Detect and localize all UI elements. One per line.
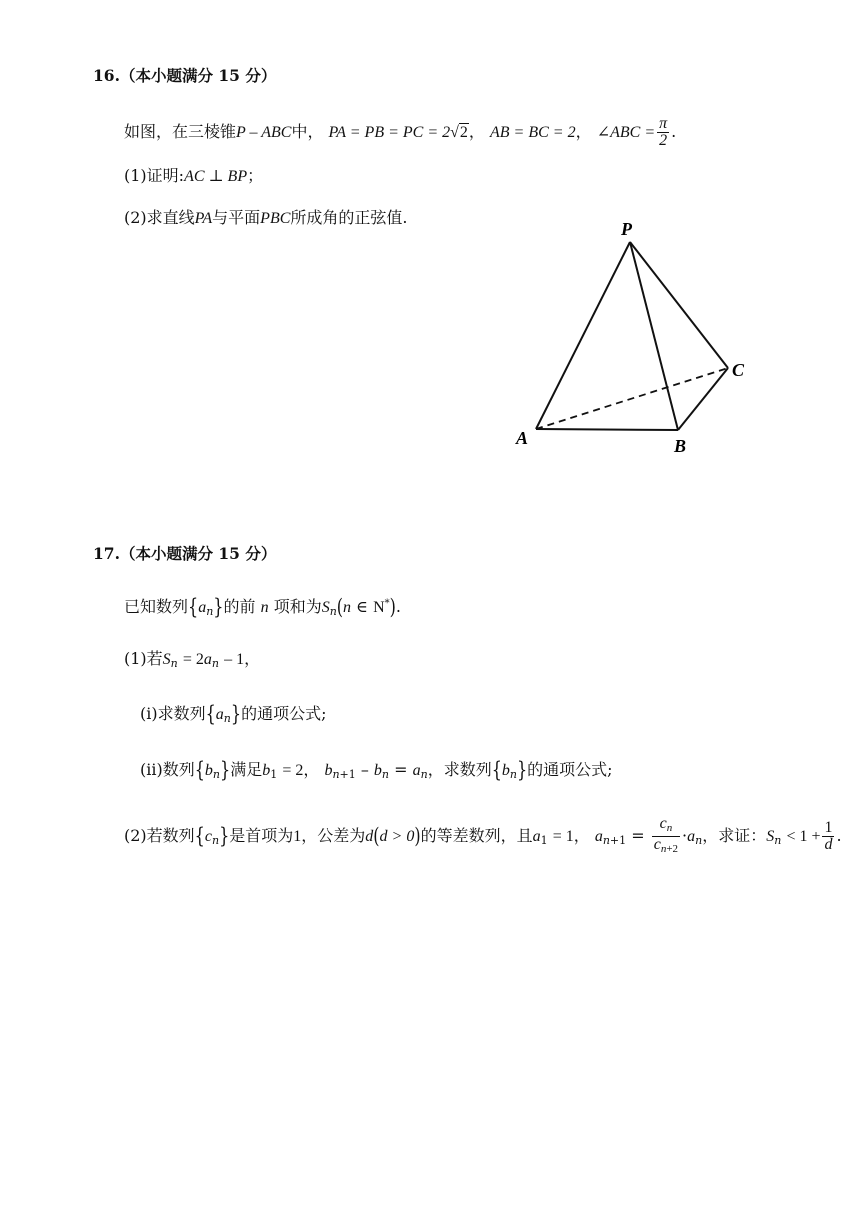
q16-part2-c: 所成角的正弦值. — [290, 208, 408, 227]
q16-base-eq: AB = BC = 2 — [490, 124, 576, 141]
q17-part1: (1)若$S_n = 2a_n - 1$， — [124, 649, 261, 670]
q16-part2-a: (2)求直线 — [124, 208, 195, 227]
q17-part1-ii-a: (ii)数列 — [140, 760, 195, 779]
q16-intro-mid: 中， — [291, 122, 324, 141]
q17-part2-one: 1 — [293, 828, 302, 845]
q17-d: d — [365, 828, 374, 845]
q16-intro-text: 如图，在三棱锥 — [124, 122, 237, 141]
vertex-label-p: P — [621, 219, 632, 239]
q17-intro-n: n — [260, 599, 269, 616]
q17-d-positive: d > 0 — [379, 828, 415, 845]
q17-sn-eq: = 2 — [182, 651, 204, 668]
q17-part1-ii-c: ，求数列 — [427, 760, 492, 779]
q16-part2-pa: PA — [194, 210, 213, 227]
q17-part1-i-a: (i)求数列 — [140, 704, 206, 723]
q17-part2: (2)若数列$\{c_n\}$是首项为1，公差为d(d > 0)的等差数列，且$a_1 = 1$， $a_{n+1}$ = $\frac{c_n}{c_{n+2}}$ $\cdot a_n$，求证：$S_n < 1$ + $\frac{1}{d}$ . — [124, 815, 842, 855]
q17-header: 17.（本小题满分 15 分） — [93, 544, 277, 563]
q17-part1-ii-d: 的通项公式; — [527, 760, 613, 779]
q16-part1-label: (1)证明: — [124, 166, 185, 185]
q16-part2-pbc: PBC — [260, 210, 291, 227]
vertex-label-c: C — [732, 360, 745, 380]
q17-part2-d: 的等差数列，且 — [420, 826, 533, 845]
q17-part1-ii: (ii)数列$\{b_n\}$满足$b_1 = 2$， $b_{n+1} - b_n = a_n$，求数列$\{b_n\}$的通项公式; — [140, 756, 613, 783]
q17-b1-eq: = 2 — [282, 762, 304, 779]
q16-pyramid-name: P – ABC — [236, 124, 292, 141]
q17-part1-ii-b: 满足 — [230, 760, 263, 779]
q16-edge-eq: PA = PB = PC = 2 — [328, 124, 451, 141]
edge-ab — [536, 429, 678, 430]
q17-intro: 已知数列$\{a_n\}$的前 n 项和为$S_n(n$ ∈ N*). — [124, 593, 401, 620]
q16-intro: 如图，在三棱锥P – ABC中， PA = PB = PC = 2√2， AB = BC = 2， ∠ABC = $\frac{\pi}{2}$ . — [124, 115, 677, 149]
q17-part2-a: (2)若数列 — [124, 826, 195, 845]
q17-part1-i: (i)求数列$\{a_n\}$的通项公式; — [140, 700, 327, 727]
vertex-label-a: A — [516, 428, 529, 448]
q16-pi-over-2: $\frac{\pi}{2}$ — [659, 115, 668, 149]
edge-pb — [630, 242, 678, 430]
q17-part2-b: 是首项为 — [229, 826, 294, 845]
edge-bc — [678, 368, 728, 430]
edge-ac-hidden — [536, 368, 728, 429]
q16-part1-expr: AC ⊥ BP — [184, 168, 248, 185]
q17-intro-c: 项和为 — [273, 597, 322, 616]
q17-part2-e: ， — [573, 826, 590, 845]
q17-cn-ratio: $\frac{c_n}{c_{n+2}}$ — [653, 815, 679, 855]
q17-minus-one: – 1 — [224, 651, 245, 668]
q17-one-over-d: $\frac{1}{d}$ — [824, 819, 833, 853]
q16-header: 16.（本小题满分 15 分） — [93, 66, 277, 85]
q17-part1-i-b: 的通项公式; — [241, 704, 327, 723]
q16-sqrt: √2 — [450, 124, 468, 141]
q17-intro-b: 的前 — [223, 597, 256, 616]
q16-part2-b: 与平面 — [212, 208, 261, 227]
q17-intro-a: 已知数列 — [124, 597, 189, 616]
q17-set-n: N — [373, 599, 385, 616]
q17-part2-c: ，公差为 — [301, 826, 366, 845]
q17-part1-label: (1)若 — [124, 649, 163, 668]
q16-angle: ∠ABC = — [596, 124, 656, 141]
q16-part1-end: ； — [247, 166, 264, 185]
q17-part2-f: ，求证： — [702, 826, 767, 845]
edge-pc — [630, 242, 728, 368]
vertex-label-b: B — [674, 436, 687, 456]
q17-a1-eq: = 1 — [552, 828, 574, 845]
q17-lt-one-plus: < 1 + — [786, 828, 821, 845]
edge-pa — [536, 242, 630, 429]
q17-star: * — [384, 598, 390, 609]
